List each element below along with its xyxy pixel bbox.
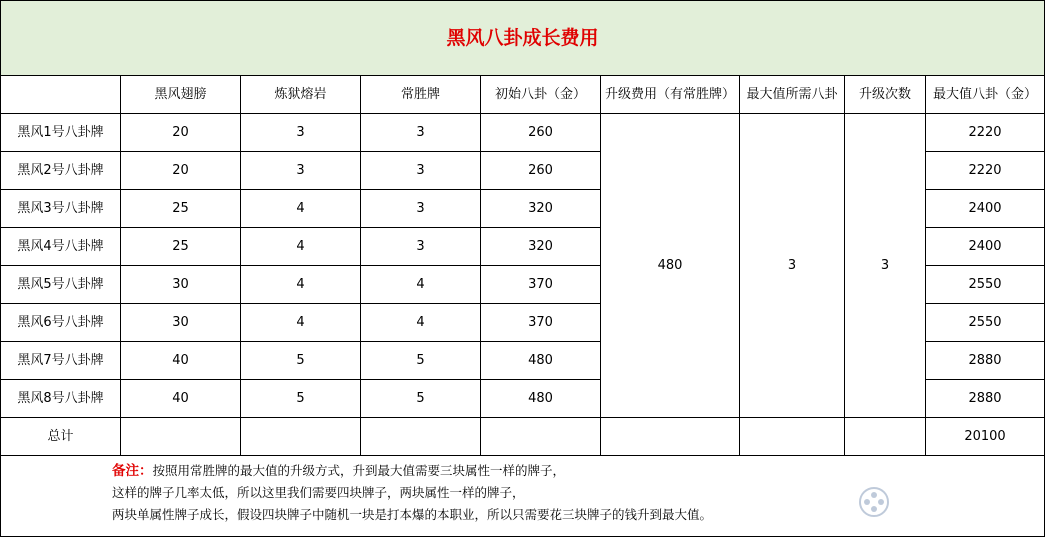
header-cell-badge: 常胜牌 [361, 76, 481, 114]
cell-max-value: 2550 [926, 266, 1045, 304]
cell-badge: 3 [361, 190, 481, 228]
cell-max-value: 2550 [926, 304, 1045, 342]
cell-initial: 370 [481, 304, 601, 342]
total-cell-empty [740, 418, 845, 456]
total-cell-empty [361, 418, 481, 456]
cell-initial: 480 [481, 342, 601, 380]
cell-wing: 40 [121, 342, 241, 380]
cell-initial: 320 [481, 190, 601, 228]
header-cell-upgrade-times: 升级次数 [845, 76, 926, 114]
row-name: 黑风5号八卦牌 [1, 266, 121, 304]
total-cell-empty [121, 418, 241, 456]
merged-required-bagua: 3 [740, 114, 845, 418]
cell-initial: 320 [481, 228, 601, 266]
cell-lava: 4 [241, 228, 361, 266]
note-line-1 [112, 460, 1044, 482]
cell-badge: 5 [361, 380, 481, 418]
total-cell-empty [481, 418, 601, 456]
cell-badge: 3 [361, 152, 481, 190]
row-name: 黑风8号八卦牌 [1, 380, 121, 418]
row-name: 黑风6号八卦牌 [1, 304, 121, 342]
cell-lava: 4 [241, 266, 361, 304]
cell-max-value: 2880 [926, 380, 1045, 418]
cell-badge: 5 [361, 342, 481, 380]
cell-wing: 25 [121, 228, 241, 266]
header-cell-max-value: 最大值八卦（金） [926, 76, 1045, 114]
total-cell-empty [601, 418, 740, 456]
row-name: 黑风2号八卦牌 [1, 152, 121, 190]
cell-wing: 30 [121, 304, 241, 342]
cell-max-value: 2400 [926, 190, 1045, 228]
cell-max-value: 2220 [926, 114, 1045, 152]
cell-badge: 4 [361, 266, 481, 304]
cell-max-value: 2400 [926, 228, 1045, 266]
header-cell-lava: 炼狱熔岩 [241, 76, 361, 114]
cell-lava: 5 [241, 342, 361, 380]
table-title: 黑风八卦成长费用 [1, 1, 1045, 76]
cell-max-value: 2880 [926, 342, 1045, 380]
total-max-value: 20100 [926, 418, 1045, 456]
merged-upgrade-times: 3 [845, 114, 926, 418]
header-cell-blank [1, 76, 121, 114]
cell-wing: 20 [121, 152, 241, 190]
cell-badge: 3 [361, 114, 481, 152]
cell-wing: 20 [121, 114, 241, 152]
row-name: 黑风4号八卦牌 [1, 228, 121, 266]
cell-wing: 30 [121, 266, 241, 304]
cell-lava: 3 [241, 114, 361, 152]
header-cell-upgrade-cost: 升级费用（有常胜牌） [601, 76, 740, 114]
cell-badge: 4 [361, 304, 481, 342]
cell-badge: 3 [361, 228, 481, 266]
note-text-1: 按照用常胜牌的最大值的升级方式，升到最大值需要三块属性一样的牌子， [152, 463, 566, 478]
watermark-logo [858, 484, 1030, 520]
cell-lava: 4 [241, 190, 361, 228]
cell-wing: 40 [121, 380, 241, 418]
cell-lava: 5 [241, 380, 361, 418]
cell-initial: 370 [481, 266, 601, 304]
cell-initial: 260 [481, 114, 601, 152]
cell-lava: 3 [241, 152, 361, 190]
total-row [1, 418, 1045, 456]
note-label: 备注： [112, 463, 153, 479]
header-row [1, 76, 1045, 114]
row-name: 黑风3号八卦牌 [1, 190, 121, 228]
header-cell-wing: 黑风翅膀 [121, 76, 241, 114]
row-name: 黑风1号八卦牌 [1, 114, 121, 152]
total-cell-empty [241, 418, 361, 456]
header-cell-required-bagua: 最大值所需八卦 [740, 76, 845, 114]
cell-initial: 480 [481, 380, 601, 418]
total-cell-empty [845, 418, 926, 456]
cell-max-value: 2220 [926, 152, 1045, 190]
cell-initial: 260 [481, 152, 601, 190]
note-line-3: 两块单属性牌子成长，假设四块牌子中随机一块是打本爆的本职业，所以只需要花三块牌子的钱升到最大值。 [112, 507, 713, 522]
total-label: 总计 [1, 418, 121, 456]
gamepad-icon [858, 486, 890, 518]
table-row [1, 114, 1045, 152]
cell-lava: 4 [241, 304, 361, 342]
row-name: 黑风7号八卦牌 [1, 342, 121, 380]
header-cell-initial: 初始八卦（金） [481, 76, 601, 114]
merged-upgrade-cost: 480 [601, 114, 740, 418]
note-line-2: 这样的牌子几率太低，所以这里我们需要四块牌子，两块属性一样的牌子， [112, 485, 525, 500]
cell-wing: 25 [121, 190, 241, 228]
